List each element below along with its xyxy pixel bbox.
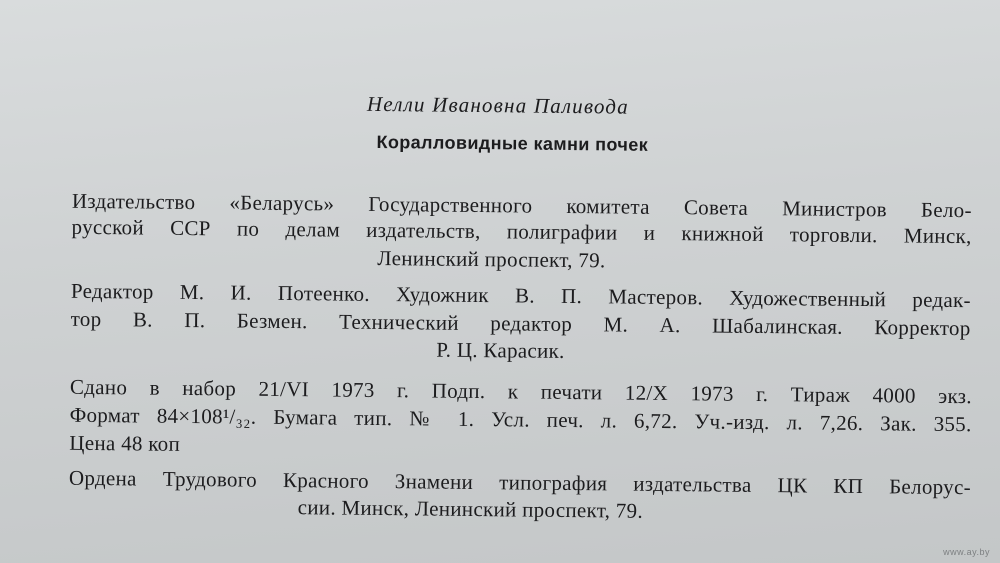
imprint-line-1: Сдано в набор 21/VI 1973 г. Подп. к печати 12/X 1973 г. Тираж 4000 экз. xyxy=(69,374,973,409)
printer-line-1: Ордена Трудового Красного Знамени типография издательства ЦК КП Белорус- xyxy=(68,465,972,500)
staff-line-1: Редактор М. И. Потеенко. Художник В. П. Мастеров. Художественный редак- xyxy=(70,278,972,313)
staff-line-3: Р. Ц. Карасик. xyxy=(436,337,565,363)
publisher-line-2: русской ССР по делам издательств, полиграфии и книжной торговли. Минск, xyxy=(71,214,972,249)
publisher-line-3: Ленинский проспект, 79. xyxy=(377,245,606,273)
staff-line-2: тор В. П. Безмен. Технический редактор М. А. Шабалинская. Корректор xyxy=(70,306,971,341)
price-line: Цена 48 коп xyxy=(69,430,181,456)
author-name: Нелли Ивановна Паливода xyxy=(366,91,630,119)
watermark-logo: www.ay.by xyxy=(943,547,990,557)
book-title: Коралловидные камни почек xyxy=(376,131,649,155)
publisher-line-1: Издательство «Беларусь» Государственного комитета Совета Министров Бело- xyxy=(71,188,972,223)
imprint-line-2: Формат 84×108¹/₃₂. Бумага тип. № 1. Усл. печ. л. 6,72. Уч.-изд. л. 7,26. Зак. 355. xyxy=(69,402,972,437)
printer-line-2: сии. Минск, Ленинский проспект, 79. xyxy=(297,495,644,523)
